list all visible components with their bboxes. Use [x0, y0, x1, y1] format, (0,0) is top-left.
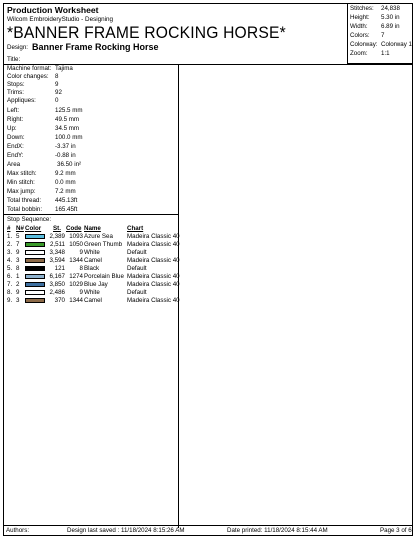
table-row: [7, 273, 180, 281]
stat-row: Colorway: Colorway 1: [350, 41, 412, 48]
table-row: [7, 249, 177, 257]
cell-code: 1050: [69, 241, 83, 248]
stat-row: Height: 5.30 in: [350, 14, 400, 21]
color-swatch: [25, 250, 45, 255]
design-label: Design:: [7, 44, 28, 51]
page-title: Production Worksheet: [7, 5, 99, 15]
table-row: [7, 289, 177, 297]
cell-st: 370: [54, 297, 65, 304]
info-row: Machine format: Tajima: [7, 65, 73, 72]
stat-row: Width: 6.89 in: [350, 23, 400, 30]
info-row: Max jump: 7.2 mm: [7, 188, 76, 195]
color-swatch: [25, 266, 45, 271]
cell-num: 4.: [7, 257, 13, 264]
cell-code: 8: [79, 265, 83, 272]
cell-st: 121: [54, 265, 65, 272]
cell-st: 3,348: [49, 249, 65, 256]
info-row: Max stitch: 9.2 mm: [7, 170, 76, 177]
cell-num: 5.: [7, 265, 13, 272]
cell-n: 3: [16, 257, 20, 264]
cell-name: Camel: [84, 297, 102, 304]
worksheet-page: [3, 3, 413, 536]
cell-num: 2.: [7, 241, 13, 248]
cell-name: Camel: [84, 257, 102, 264]
info-divider: [4, 214, 178, 215]
cell-chart: Default: [127, 289, 147, 296]
cell-n: 5: [16, 233, 20, 240]
cell-name: Black: [84, 265, 100, 272]
color-swatch: [25, 282, 45, 287]
info-row: Total thread: 445.13ft: [7, 197, 78, 204]
cell-name: Blue Jay: [84, 281, 108, 288]
last-saved: Design last saved : 11/18/2024 8:15:26 AM: [67, 527, 185, 534]
cell-n: 1: [16, 273, 20, 280]
cell-chart: Madeira Classic 40: [127, 241, 180, 248]
stop-sequence-header: # N# Color St. Code Name Chart: [7, 225, 144, 232]
cell-chart: Madeira Classic 40: [127, 233, 180, 240]
cell-code: 1274: [69, 273, 83, 280]
worksheet-footer: [4, 525, 412, 535]
cell-chart: Madeira Classic 40: [127, 257, 180, 264]
cell-n: 8: [16, 265, 20, 272]
cell-num: 1.: [7, 233, 13, 240]
cell-num: 3.: [7, 249, 13, 256]
info-row: Min stitch: 0.0 mm: [7, 179, 76, 186]
cell-st: 3,594: [49, 257, 65, 264]
page-number: Page 3 of 6: [380, 527, 412, 534]
info-row: Right: 49.5 mm: [7, 116, 80, 123]
cell-num: 9.: [7, 297, 13, 304]
cell-code: 1093: [69, 233, 83, 240]
cell-chart: Madeira Classic 40: [127, 281, 180, 288]
color-swatch: [25, 290, 45, 295]
date-printed: Date printed: 11/18/2024 8:15:44 AM: [227, 527, 328, 534]
cell-n: 9: [16, 249, 20, 256]
cell-name: White: [84, 289, 100, 296]
info-row: Trims: 92: [7, 89, 62, 96]
cell-name: Porcelain Blue: [84, 273, 124, 280]
info-row: Area 36.50 in²: [7, 161, 82, 168]
cell-st: 2,511: [49, 241, 65, 248]
color-swatch: [25, 242, 45, 247]
info-row: Appliques: 0: [7, 97, 59, 104]
cell-chart: Madeira Classic 40: [127, 297, 180, 304]
cell-n: 2: [16, 281, 20, 288]
authors-label: Authors:: [6, 527, 30, 534]
cell-name: Green Thumb: [84, 241, 123, 248]
design-name-banner: *BANNER FRAME ROCKING HORSE*: [7, 23, 286, 42]
stat-row: Colors: 7: [350, 32, 385, 39]
stop-sequence-title: Stop Sequence:: [7, 216, 52, 223]
worksheet-header: [4, 4, 349, 66]
info-row: Color changes: 8: [7, 73, 59, 80]
cell-code: 1029: [69, 281, 83, 288]
cell-num: 7.: [7, 281, 13, 288]
table-row: [7, 265, 177, 273]
table-row: [7, 281, 180, 289]
cell-num: 6.: [7, 273, 13, 280]
cell-n: 3: [16, 297, 20, 304]
design-info-panel: [4, 64, 179, 528]
table-row: [7, 241, 180, 249]
app-name: Wilcom EmbroideryStudio - Designing: [7, 16, 114, 23]
color-swatch: [25, 234, 45, 239]
info-row: Total bobbin: 165.45ft: [7, 206, 78, 213]
cell-code: 9: [79, 289, 83, 296]
cell-num: 8.: [7, 289, 13, 296]
design-stats: [347, 4, 412, 64]
cell-st: 6,167: [49, 273, 65, 280]
info-row: Left: 125.5 mm: [7, 107, 83, 114]
design-value: Banner Frame Rocking Horse: [32, 42, 159, 52]
info-row: Down: 100.0 mm: [7, 134, 83, 141]
table-row: [7, 257, 180, 265]
stat-row: Stitches: 24,838: [350, 5, 400, 12]
color-swatch: [25, 258, 45, 263]
cell-name: White: [84, 249, 100, 256]
cell-chart: Default: [127, 249, 147, 256]
color-swatch: [25, 298, 45, 303]
cell-chart: Default: [127, 265, 147, 272]
table-row: [7, 233, 180, 241]
cell-name: Azure Sea: [84, 233, 113, 240]
color-swatch: [25, 274, 45, 279]
cell-st: 3,850: [49, 281, 65, 288]
cell-code: 1344: [69, 297, 83, 304]
stat-row: Zoom: 1:1: [350, 50, 390, 57]
info-row: EndY: -0.88 in: [7, 152, 76, 159]
cell-code: 9: [79, 249, 83, 256]
cell-st: 2,389: [49, 233, 65, 240]
cell-n: 9: [16, 289, 20, 296]
info-row: Up: 34.5 mm: [7, 125, 80, 132]
cell-n: 7: [16, 241, 20, 248]
cell-code: 1344: [69, 257, 83, 264]
cell-st: 2,486: [49, 289, 65, 296]
info-row: Stops: 9: [7, 81, 59, 88]
cell-chart: Madeira Classic 40: [127, 273, 180, 280]
table-row: [7, 297, 180, 305]
title-label: Title:: [7, 56, 21, 63]
info-row: EndX: -3.37 in: [7, 143, 76, 150]
